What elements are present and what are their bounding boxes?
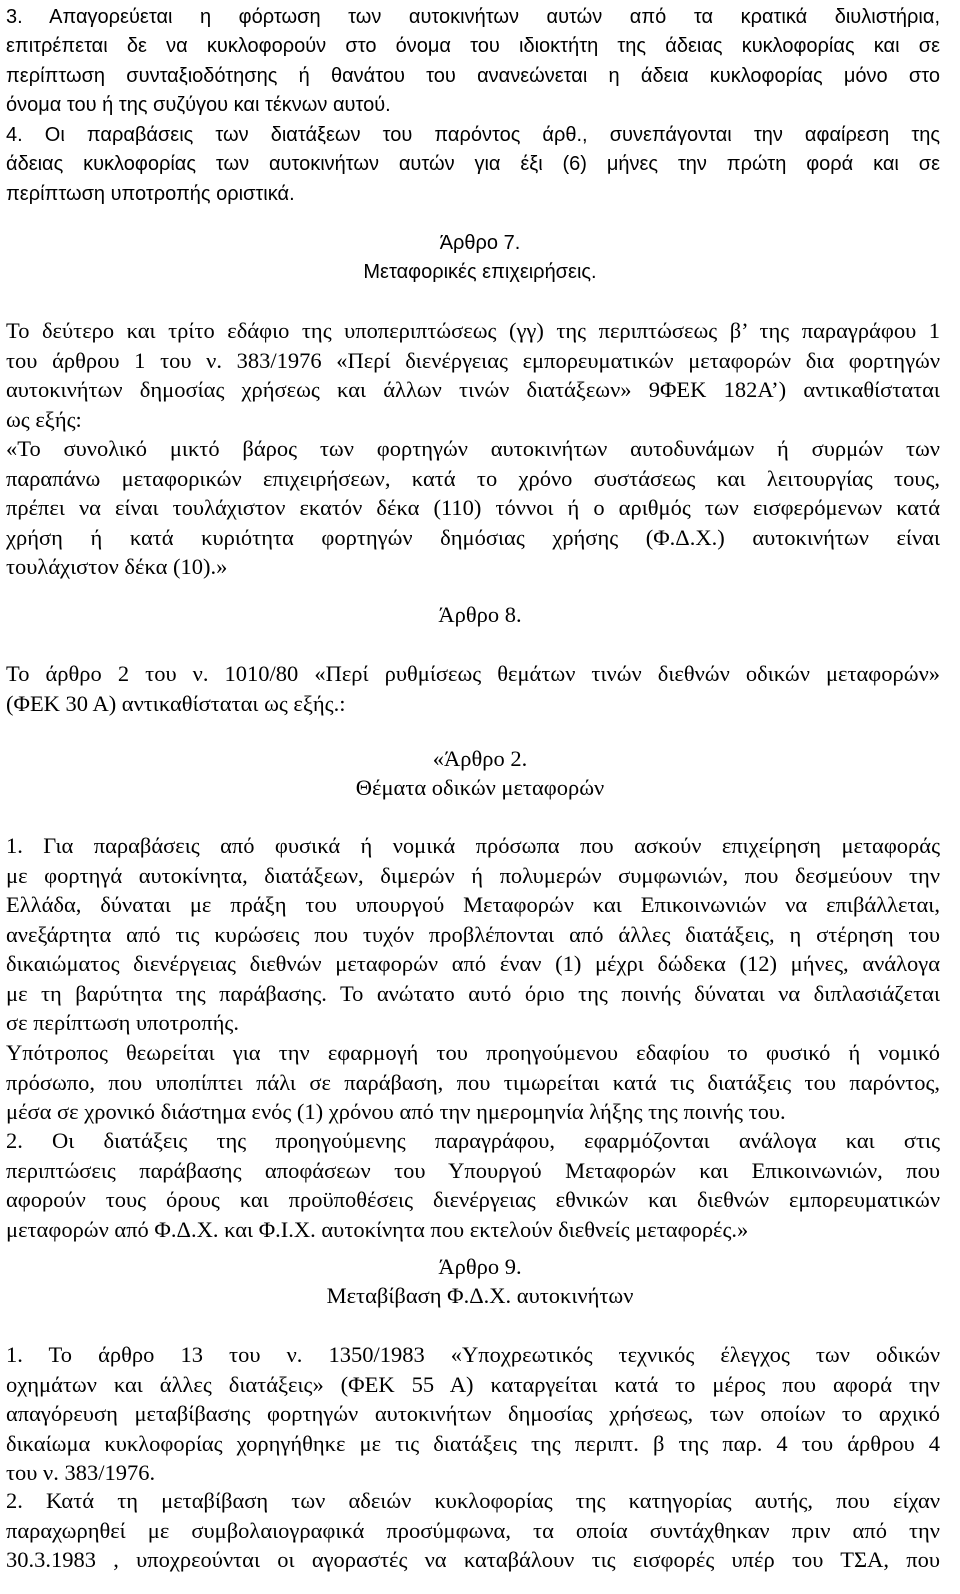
article2-subheading: Θέματα οδικών μεταφορών [355, 775, 605, 800]
text-line: μέσα σε χρονικό διάστημα ενός (1) χρόνου από την ημερομηνία λήξης της ποινής του. [6, 1099, 786, 1124]
text-line: επιτρέπεται δε να κυκλοφορούν στο όνομα του ιδιοκτήτη της άδειας κυκλοφορίας και σε [6, 35, 940, 58]
paragraph-article6-3 [6, 3, 940, 121]
article7-subheading: Μεταφορικές επιχειρήσεις. [363, 261, 597, 283]
paragraph-article8-intro [6, 659, 940, 718]
text-line: παραχωρηθεί με συμβολαιογραφικά προσύμφωνα, τα οποία συντάχθηκαν πριν από την [6, 1517, 940, 1543]
text-line: περίπτωση συνταξιοδότησης ή θανάτου του ανανεώνεται η άδεια κυκλοφορίας μόνο στο [6, 64, 940, 87]
paragraph-article9-2 [6, 1486, 940, 1575]
text-line: με τη βαρύτητα της παράβασης. Το ανώτατο αυτό όριο της ποινής δύναται να διπλασιάζεται [6, 980, 940, 1006]
paragraph-article2-1 [6, 831, 940, 1038]
text-line: Το άρθρο 2 του ν. 1010/80 «Περί ρυθμίσεως θεμάτων τινών διεθνών οδικών μεταφορών» [6, 661, 940, 686]
article2-heading: «Άρθρο 2. [432, 746, 528, 771]
text-line: περίπτωση υποτροπής οριστικά. [6, 182, 295, 205]
text-line: ανεξάρτητα από τις κυρώσεις που τυχόν προβλέπονται από άλλες διατάξεις, η στέρηση του [6, 921, 940, 947]
text-line: παραπάνω μεταφορικών επιχειρήσεων, κατά το χρόνο συστάσεως και λειτουργίας τους, [6, 465, 940, 491]
text-line: του ν. 383/1976. [6, 1460, 156, 1485]
text-line: δικαιώματος διενέργειας διεθνών μεταφορών από έναν (1) μέχρι δώδεκα (12) μήνες, ανάλογα [6, 951, 940, 976]
text-line: απαγόρευση μεταβίβασης φορτηγών αυτοκινήτων δημοσίας χρήσεως, των οποίων το αρχικό [6, 1401, 940, 1426]
paragraph-article6-4 [6, 121, 940, 209]
paragraph-article9-1 [6, 1340, 940, 1488]
text-line: χρήση ή κατά κυριότητα φορτηγών δημόσιας χρήσης (Φ.Δ.Χ.) αυτοκινήτων είναι [6, 524, 940, 550]
text-line: (ΦΕΚ 30 Α) αντικαθίσταται ως εξής.: [6, 690, 346, 716]
text-line: 3. Απαγορεύεται η φόρτωση των αυτοκινήτων αυτών από τα κρατικά διυλιστήρια, [6, 6, 940, 28]
text-line: μεταφορών από Φ.Δ.Χ. και Φ.Ι.Χ. αυτοκίνητα που εκτελούν διεθνείς μεταφορές.» [6, 1216, 749, 1242]
text-line: 4. Οι παραβάσεις των διατάξεων του παρόντος άρθ., συνεπάγονται την αφαίρεση της [6, 124, 940, 146]
text-line: 30.3.1983 , υποχρεούνται οι αγοραστές να καταβάλουν τις εισφορές υπέρ του ΤΣΑ, που [6, 1547, 940, 1572]
text-line: του άρθρου 1 του ν. 383/1976 «Περί διενέργειας εμπορευματικών μεταφορών δια φορτηγών [6, 347, 940, 373]
paragraph-article2-recidivist [6, 1038, 940, 1127]
text-line: Υπότροπος θεωρείται για την εφαρμογή του προηγούμενου εδαφίου το φυσικό ή νομικό [6, 1040, 940, 1065]
text-line: 1. Το άρθρο 13 του ν. 1350/1983 «Υποχρεωτικός τεχνικός έλεγχος των οδικών [6, 1342, 940, 1367]
text-line: 2. Κατά τη μεταβίβαση των αδειών κυκλοφορίας της κατηγορίας αυτής, που είχαν [6, 1488, 940, 1513]
article7-heading: Άρθρο 7. [439, 232, 521, 254]
text-line: περιπτώσεις παράβασης αποφάσεων του Υπουργού Μεταφορών και Επικοινωνιών, που [6, 1157, 940, 1183]
text-line: αυτοκινήτων δημοσίας χρήσεως και άλλων τινών διατάξεων» 9ΦΕΚ 182Α’) αντικαθίσταται [6, 377, 940, 402]
text-line: 2. Οι διατάξεις της προηγούμενης παραγράφου, εφαρμόζονται ανάλογα και στις [6, 1128, 940, 1153]
text-line: «Το συνολικό μικτό βάρος των φορτηγών αυτοκινήτων αυτοδυνάμων ή συρμών των [6, 436, 940, 461]
text-line: πρέπει να είναι τουλάχιστον εκατόν δέκα (110) τόννοι ή ο αριθμός των εισφερόμενων κατά [6, 495, 940, 520]
text-line: δικαίωμα κυκλοφορίας χορηγήθηκε με τις διατάξεις της περιπτ. β της παρ. 4 του άρθρου 4 [6, 1430, 940, 1456]
text-line: τουλάχιστον δέκα (10).» [6, 554, 228, 579]
text-line: Το δεύτερο και τρίτο εδάφιο της υποπεριπτώσεως (γγ) της περιπτώσεως β’ της παραγράφου 1 [6, 318, 940, 343]
paragraph-article7-intro [6, 316, 940, 434]
text-line: πρόσωπο, που υποπίπτει πάλι σε παράβαση, που τιμωρείται κατά τις διατάξεις του παρόντος, [6, 1069, 940, 1095]
text-line: 1. Για παραβάσεις από φυσικά ή νομικά πρόσωπα που ασκούν επιχείρηση μεταφοράς [6, 833, 940, 858]
paragraph-article7-quote [6, 434, 940, 582]
paragraph-article2-2 [6, 1126, 940, 1244]
article9-heading: Άρθρο 9. [438, 1254, 522, 1279]
text-line: άδειας κυκλοφορίας των αυτοκινήτων αυτών για έξι (6) μήνες την πρώτη φορά και σε [6, 153, 940, 176]
article9-subheading: Μεταβίβαση Φ.Δ.Χ. αυτοκινήτων [326, 1283, 634, 1308]
text-line: με φορτηγά αυτοκίνητα, διατάξεων, διμερών ή πολυμερών συμφωνιών, που δεσμεύουν την [6, 862, 940, 888]
text-line: Ελλάδα, δύναται με πράξη του υπουργού Μεταφορών και Επικοινωνιών να επιβάλλεται, [6, 892, 940, 917]
text-line: ως εξής: [6, 406, 82, 432]
text-line: αφορούν τους όρους και προϋποθέσεις διενέργειας εθνικών και διεθνών εμπορευματικών [6, 1187, 940, 1212]
text-line: σε περίπτωση υποτροπής. [6, 1010, 239, 1035]
text-line: οχημάτων και άλλες διατάξεις» (ΦΕΚ 55 Α) καταργείται κατά το μέρος που αφορά την [6, 1371, 940, 1397]
article8-heading: Άρθρο 8. [438, 602, 522, 627]
text-line: όνομα του ή της συζύγου και τέκνων αυτού. [6, 94, 391, 117]
